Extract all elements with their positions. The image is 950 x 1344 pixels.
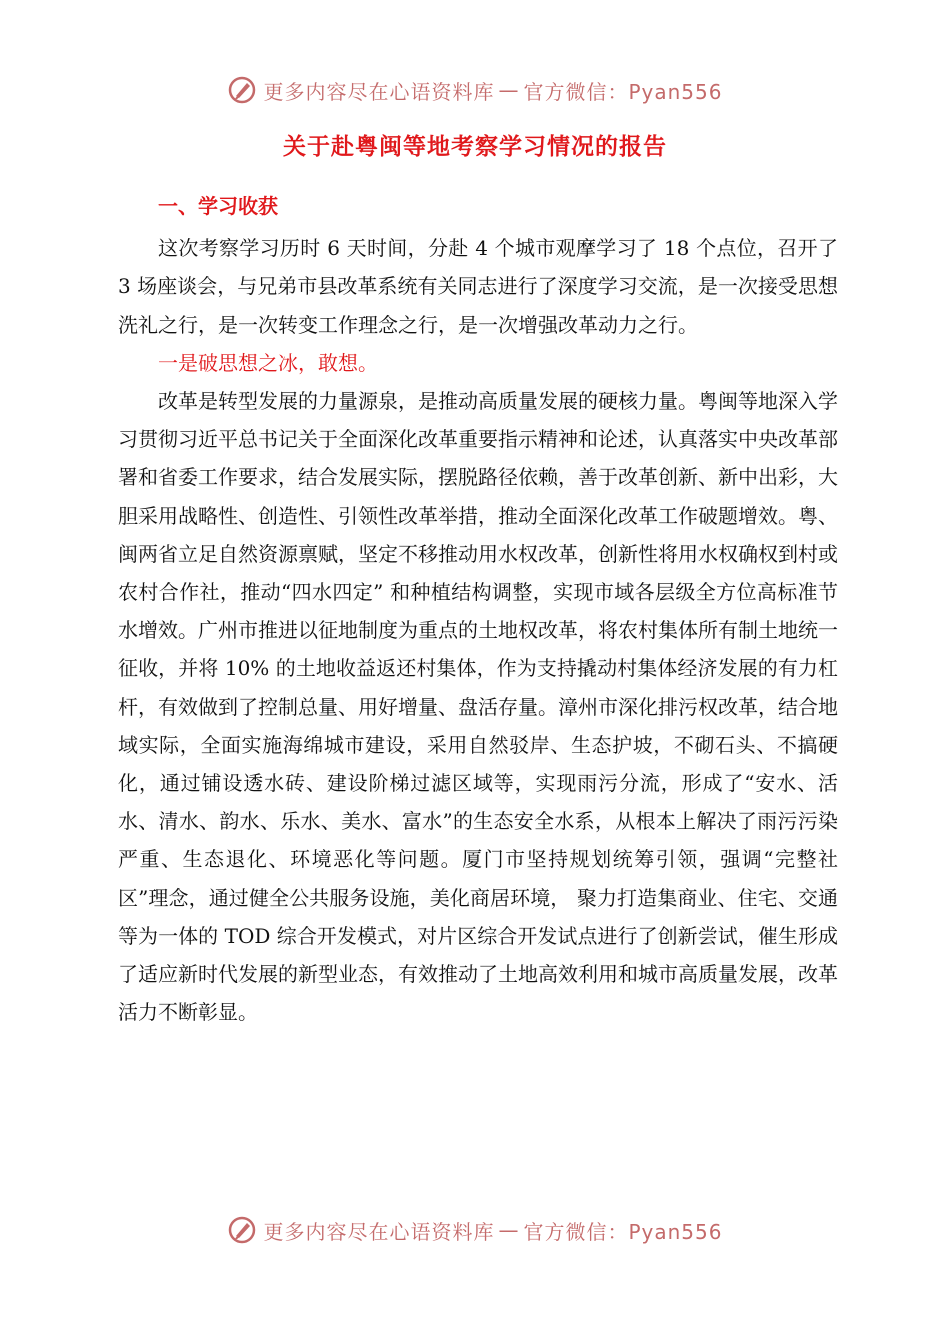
section-heading: 一、学习收获 (158, 194, 278, 218)
watermark-account-text: 官方微信：Pyan556 (523, 79, 723, 104)
watermark-dash: — (498, 78, 520, 102)
watermark-banner-top (0, 75, 950, 105)
brush-logo-icon (227, 1215, 257, 1245)
watermark-account-text: 官方微信：Pyan556 (523, 1219, 723, 1244)
body-paragraph: 改革是转型发展的力量源泉，是推动高质量发展的硬核力量。粤闽等地深入学习贯彻习近平总书记关于全面深化改革重要指示精神和论述，认真落实中央改革部署和省委工作要求，结合发展实际，摆脱路径依赖，善于改革创新、新中出彩，大胆采用战略性、创造性、引领性改革举措，推动全面深化改革工作破题增效。粤、闽两省立足自然资源禀赋，坚定不移推动用水权改革，创新性将用水权确权到村或农村合作社，推动“四水四定” 和种植结构调整，实现市域各层级全方位高标准节水增效。广州市推进以征地制度为重点的土地权改革，将农村集体所有制土地统一征收，并将 10% 的土地收益返还村集体，作为支持撬动村集体经济发展的有力杠杆，有效做到了控制总量、用好增量、盘活存量。漳州市深化排污权改革，结合地域实际，全面实施海绵城市建设，采用自然驳岸、生态护坡，不砌石头、不搞硬化，通过铺设透水砖、建设阶梯过滤区域等，实现雨污分流，形成了“安水、活水、清水、韵水、乐水、美水、富水”的生态安全水系，从根本上解决了雨污污染严重、生态退化、环境恶化等问题。厦门市坚持规划统筹引领，强调“完整社区”理念，通过健全公共服务设施，美化商居环境， 聚力打造集商业、住宅、交通等为一体的 TOD 综合开发模式，对片区综合开发试点进行了创新尝试，催生形成了适应新时代发展的新型业态，有效推动了土地高效利用和城市高质量发展，改革活力不断彰显。 (118, 389, 838, 1025)
document-title: 关于赴粤闽等地考察学习情况的报告 (283, 134, 667, 160)
watermark-site-text: 更多内容尽在心语资料库 (263, 79, 495, 104)
watermark-dash: — (498, 1218, 520, 1242)
brush-logo-icon (227, 75, 257, 105)
watermark-site-text: 更多内容尽在心语资料库 (263, 1219, 495, 1244)
watermark-banner-bottom (0, 1215, 950, 1245)
document-body (118, 187, 838, 1031)
subheading: 一是破思想之冰，敢想。 (158, 350, 378, 375)
intro-paragraph: 这次考察学习历时 6 天时间，分赴 4 个城市观摩学习了 18 个点位，召开了 3 场座谈会，与兄弟市县改革系统有关同志进行了深度学习交流，是一次接受思想洗礼之行，是一次转变工作理念之行，是一次增强改革动力之行。 (118, 236, 838, 337)
